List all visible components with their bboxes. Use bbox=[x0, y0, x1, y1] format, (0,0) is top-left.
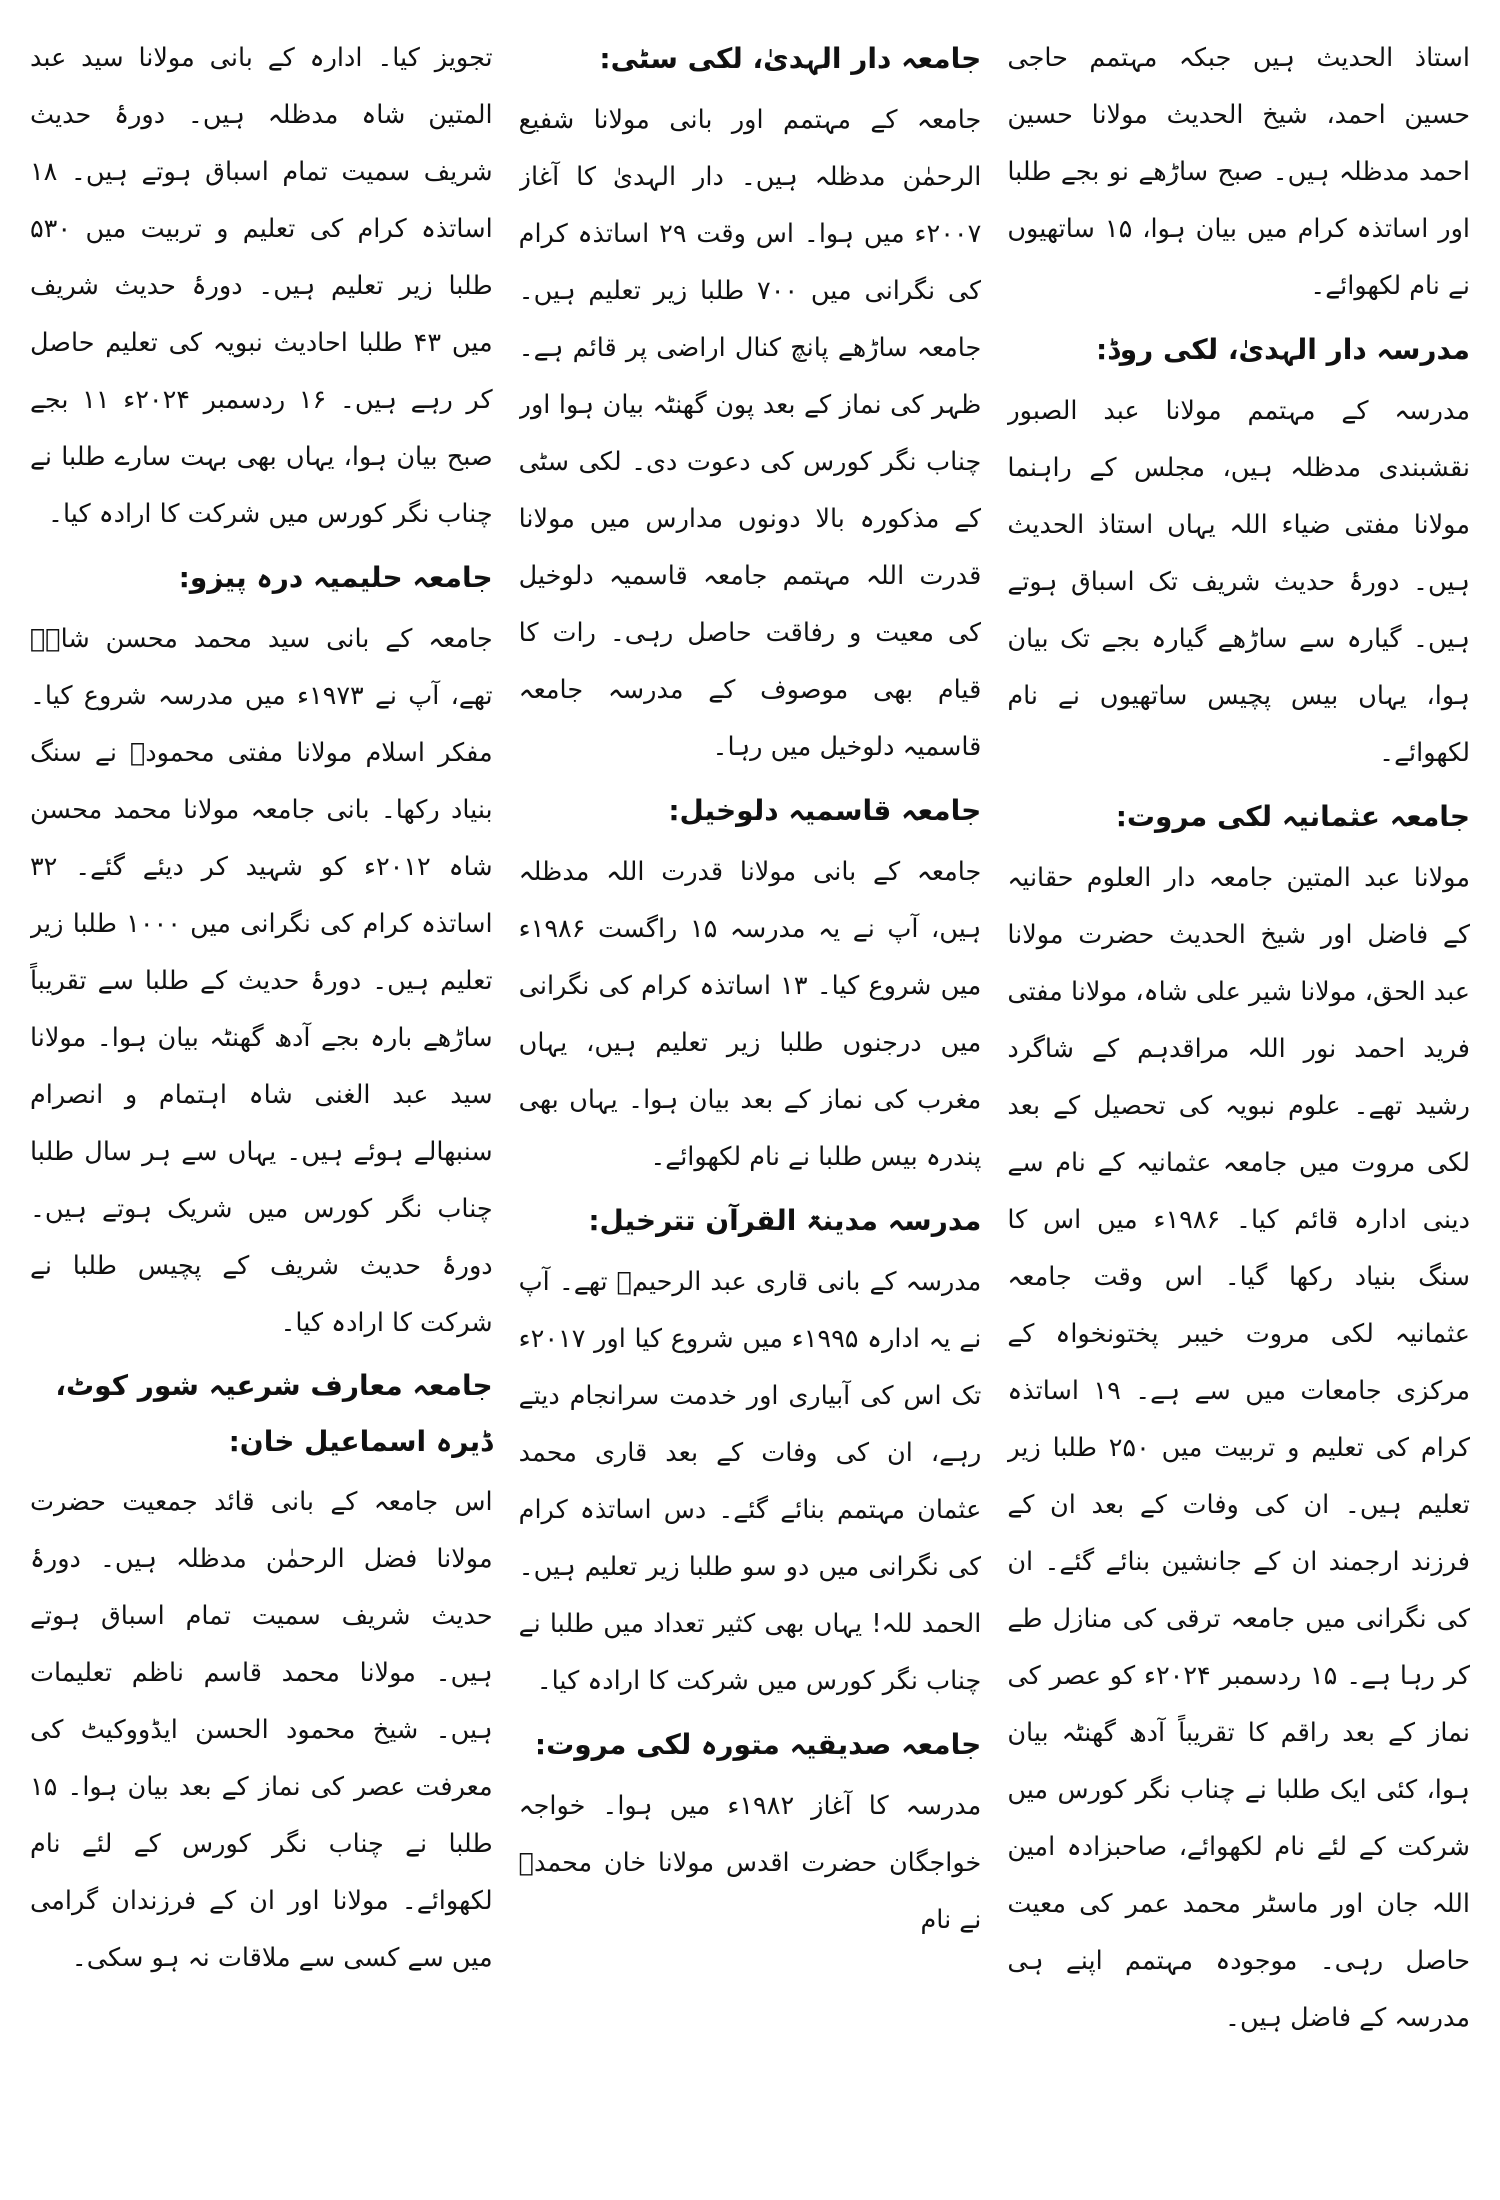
section-heading: مدرسہ دار الہدیٰ، لکی روڈ: bbox=[1096, 333, 1470, 366]
paragraph: اس جامعہ کے بانی قائد جمعیت حضرت مولانا فضل الرحمٰن مدظلہ ہیں۔ دورۂ حدیث شریف سمیت تمام اسباق ہوتے ہیں۔ مولانا محمد قاسم ناظم تعلیمات ہیں۔ شیخ محمود الحسن ایڈووکیٹ کی معرفت عصر کی نماز کے بعد بیان ہوا۔ ۱۵ طلبا نے چناب نگر کورس کے لئے نام لکھوائے۔ مولانا اور ان کے فرزندان گرامی میں سے کسی سے ملاقات نہ ہو سکی۔ bbox=[29, 1487, 493, 1973]
section-heading: جامعہ عثمانیہ لکی مروت: bbox=[1115, 800, 1470, 833]
section-heading: جامعہ معارف شرعیہ شور کوٹ، ڈیرہ اسماعیل خان: bbox=[55, 1369, 493, 1458]
paragraph: مولانا عبد المتین جامعہ دار العلوم حقانیہ کے فاضل اور شیخ الحدیث حضرت مولانا عبد الحق، مولانا شیر علی شاہ، مولانا مفتی فرید احمد نور اللہ مراقدہم کے شاگرد رشید تھے۔ علوم نبویہ کی تحصیل کے بعد لکی مروت میں جامعہ عثمانیہ کے نام سے دینی ادارہ قائم کیا۔ ۱۹۸۶ء میں اس کا سنگ بنیاد رکھا گیا۔ اس وقت جامعہ عثمانیہ لکی مروت خیبر پختونخواہ کے مرکزی جامعات میں سے ہے۔ ۱۹ اساتذہ کرام کی تعلیم و تربیت میں ۲۵۰ طلبا زیر تعلیم ہیں۔ ان کی وفات کے بعد ان کے فرزند ارجمند ان کے جانشین بنائے گئے۔ ان کی نگرانی میں جامعہ ترقی کی منازل طے کر رہا ہے۔ ۱۵ ردسمبر ۲۰۲۴ء کو عصر کی نماز کے بعد راقم کا تقریباً آدھ گھنٹہ بیان ہوا، کئی ایک طلبا نے چناب نگر کورس میں شرکت کے لئے نام لکھوائے، صاحبزادہ امین اللہ جان اور ماسٹر محمد عمر کی معیت حاصل رہی۔ موجودہ مہتمم اپنے ہی مدرسہ کے فاضل ہیں۔ bbox=[1007, 863, 1470, 2033]
section-heading: جامعہ دار الہدیٰ، لکی سٹی: bbox=[599, 42, 982, 75]
paragraph: مدرسہ کے بانی قاری عبد الرحیمؒ تھے۔ آپ نے یہ ادارہ ۱۹۹۵ء میں شروع کیا اور ۲۰۱۷ء تک اس کی آبیاری اور خدمت سرانجام دیتے رہے، ان کی وفات کے بعد قاری محمد عثمان مہتمم بنائے گئے۔ دس اساتذہ کرام کی نگرانی میں دو سو طلبا زیر تعلیم ہیں۔ الحمد للہ! یہاں بھی کثیر تعداد میں طلبا نے چناب نگر کورس میں شرکت کا ارادہ کیا۔ bbox=[518, 1267, 982, 1696]
section-heading: جامعہ حلیمیہ درہ پیزو: bbox=[178, 561, 493, 594]
text-columns bbox=[30, 30, 1470, 2180]
column-right bbox=[1007, 30, 1470, 2180]
paragraph: مدرسہ کے مہتمم مولانا عبد الصبور نقشبندی مدظلہ ہیں، مجلس کے راہنما مولانا مفتی ضیاء اللہ یہاں استاذ الحدیث ہیں۔ دورۂ حدیث شریف تک اسباق ہوتے ہیں۔ گیارہ سے ساڑھے گیارہ بجے تک بیان ہوا، یہاں بیس پچیس ساتھیوں نے نام لکھوائے۔ bbox=[1007, 396, 1470, 768]
paragraph: جامعہ کے بانی سید محمد محسن شاہؒ تھے، آپ نے ۱۹۷۳ء میں مدرسہ شروع کیا۔ مفکر اسلام مولانا مفتی محمودؒ نے سنگ بنیاد رکھا۔ بانی جامعہ مولانا محمد محسن شاہ ۲۰۱۲ء کو شہید کر دیئے گئے۔ ۳۲ اساتذہ کرام کی نگرانی میں ۱۰۰۰ طلبا زیر تعلیم ہیں۔ دورۂ حدیث کے طلبا سے تقریباً ساڑھے بارہ بجے آدھ گھنٹہ بیان ہوا۔ مولانا سید عبد الغنی شاہ اہتمام و انصرام سنبھالے ہوئے ہیں۔ یہاں سے ہر سال طلبا چناب نگر کورس میں شریک ہوتے ہیں۔ دورۂ حدیث شریف کے پچیس طلبا نے شرکت کا ارادہ کیا۔ bbox=[29, 624, 493, 1338]
section-heading: جامعہ قاسمیہ دلوخیل: bbox=[668, 794, 982, 827]
paragraph: جامعہ کے مہتمم اور بانی مولانا شفیع الرحمٰن مدظلہ ہیں۔ دار الہدیٰ کا آغاز ۲۰۰۷ء میں ہوا۔ اس وقت ۲۹ اساتذہ کرام کی نگرانی میں ۷۰۰ طلبا زیر تعلیم ہیں۔ جامعہ ساڑھے پانچ کنال اراضی پر قائم ہے۔ ظہر کی نماز کے بعد پون گھنٹہ بیان ہوا اور چناب نگر کورس کی دعوت دی۔ لکی سٹی کے مذکورہ بالا دونوں مدارس میں مولانا قدرت اللہ مہتمم جامعہ قاسمیہ دلوخیل کی معیت و رفاقت حاصل رہی۔ رات کا قیام بھی موصوف کے مدرسہ جامعہ قاسمیہ دلوخیل میں رہا۔ bbox=[518, 105, 982, 762]
paragraph: تجویز کیا۔ ادارہ کے بانی مولانا سید عبد المتین شاہ مدظلہ ہیں۔ دورۂ حدیث شریف سمیت تمام اسباق ہوتے ہیں۔ ۱۸ اساتذہ کرام کی تعلیم و تربیت میں ۵۳۰ طلبا زیر تعلیم ہیں۔ دورۂ حدیث شریف میں ۴۳ طلبا احادیث نبویہ کی تعلیم حاصل کر رہے ہیں۔ ۱۶ ردسمبر ۲۰۲۴ء ۱۱ بجے صبح بیان ہوا، یہاں بھی بہت سارے طلبا نے چناب نگر کورس میں شرکت کا ارادہ کیا۔ bbox=[29, 43, 493, 529]
column-left bbox=[30, 30, 493, 2180]
paragraph: استاذ الحدیث ہیں جبکہ مہتمم حاجی حسین احمد، شیخ الحدیث مولانا حسین احمد مدظلہ ہیں۔ صبح ساڑھے نو بجے طلبا اور اساتذہ کرام میں بیان ہوا، ۱۵ ساتھیوں نے نام لکھوائے۔ bbox=[1007, 43, 1470, 301]
paragraph: جامعہ کے بانی مولانا قدرت اللہ مدظلہ ہیں، آپ نے یہ مدرسہ ۱۵ راگست ۱۹۸۶ء میں شروع کیا۔ ۱۳ اساتذہ کرام کی نگرانی میں درجنوں طلبا زیر تعلیم ہیں، یہاں مغرب کی نماز کے بعد بیان ہوا۔ یہاں بھی پندرہ بیس طلبا نے نام لکھوائے۔ bbox=[518, 857, 982, 1172]
column-middle bbox=[519, 30, 982, 2180]
section-heading: مدرسہ مدینۃ القرآن تترخیل: bbox=[588, 1204, 982, 1237]
section-heading: جامعہ صدیقیہ متورہ لکی مروت: bbox=[534, 1728, 982, 1761]
paragraph: مدرسہ کا آغاز ۱۹۸۲ء میں ہوا۔ خواجہ خواجگان حضرت اقدس مولانا خان محمدؒ نے نام bbox=[518, 1791, 982, 1935]
